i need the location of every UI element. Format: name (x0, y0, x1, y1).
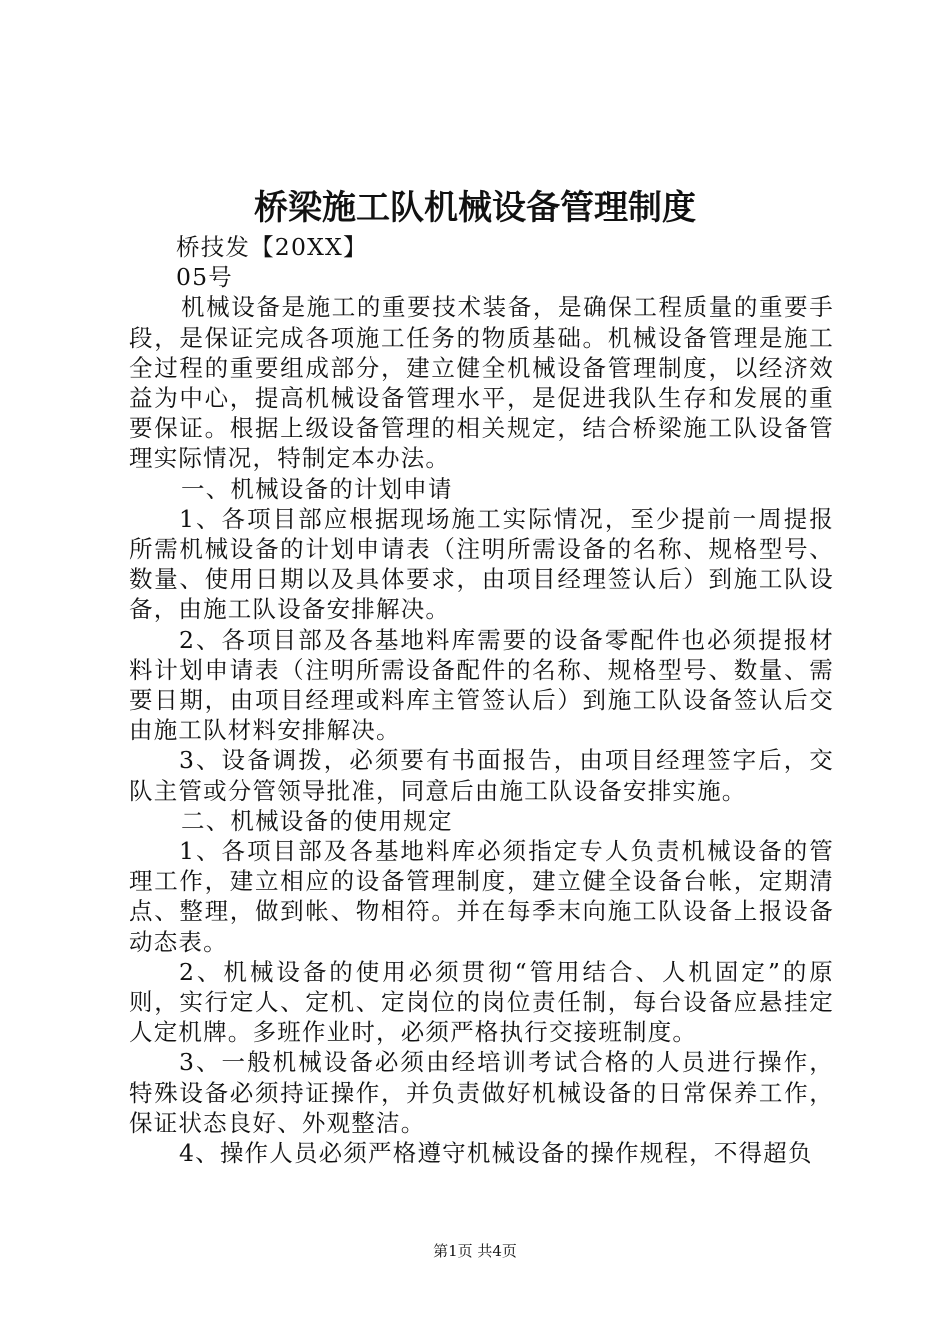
intro-paragraph: 机械设备是施工的重要技术装备，是确保工程质量的重要手段，是保证完成各项施工任务的物质基础。机械设备管理是施工全过程的重要组成部分，建立健全机械设备管理制度，以经济效益为中心，提高机械设备管理水平，是促进我队生存和发展的重要保证。根据上级设备管理的相关规定，结合桥梁施工队设备管理实际情况，特制定本办法。 (129, 293, 834, 473)
paragraph-2-3: 3、一般机械设备必须由经培训考试合格的人员进行操作，特殊设备必须持证操作，并负责做好机械设备的日常保养工作，保证状态良好、外观整洁。 (129, 1048, 834, 1137)
paragraph-2-1: 1、各项目部及各基地料库必须指定专人负责机械设备的管理工作，建立相应的设备管理制度，建立健全设备台帐，定期清点、整理，做到帐、物相符。并在每季末向施工队设备上报设备动态表。 (129, 837, 834, 956)
page-footer: 第1页 共4页 (433, 1242, 517, 1260)
doc-number-suffix: 05号 (176, 263, 234, 292)
section-heading-2: 二、机械设备的使用规定 (181, 806, 453, 835)
paragraph-2-2: 2、机械设备的使用必须贯彻“管用结合、人机固定”的原则，实行定人、定机、定岗位的岗位责任制，每台设备应悬挂定人定机牌。多班作业时，必须严格执行交接班制度。 (129, 957, 834, 1047)
paragraph-1-1: 1、各项目部应根据现场施工实际情况，至少提前一周提报所需机械设备的计划申请表（注明所需设备的名称、规格型号、数量、使用日期以及具体要求，由项目经理签认后）到施工队设备，由施工队设备安排解决。 (129, 504, 834, 624)
paragraph-1-3: 3、设备调拨，必须要有书面报告，由项目经理签字后，交队主管或分管领导批准，同意后由施工队设备安排实施。 (129, 746, 834, 805)
document-title: 桥梁施工队机械设备管理制度 (254, 188, 696, 228)
document-body (129, 232, 834, 1168)
paragraph-1-2: 2、各项目部及各基地料库需要的设备零配件也必须提报材料计划申请表（注明所需设备配件的名称、规格型号、数量、需要日期，由项目经理或料库主管签认后）到施工队设备签认后交由施工队材料安排解决。 (129, 625, 834, 745)
doc-number: 桥技发【20XX】 (176, 233, 368, 261)
section-heading-1: 一、机械设备的计划申请 (181, 474, 453, 503)
paragraph-2-4: 4、操作人员必须严格遵守机械设备的操作规程，不得超负 (179, 1139, 813, 1168)
